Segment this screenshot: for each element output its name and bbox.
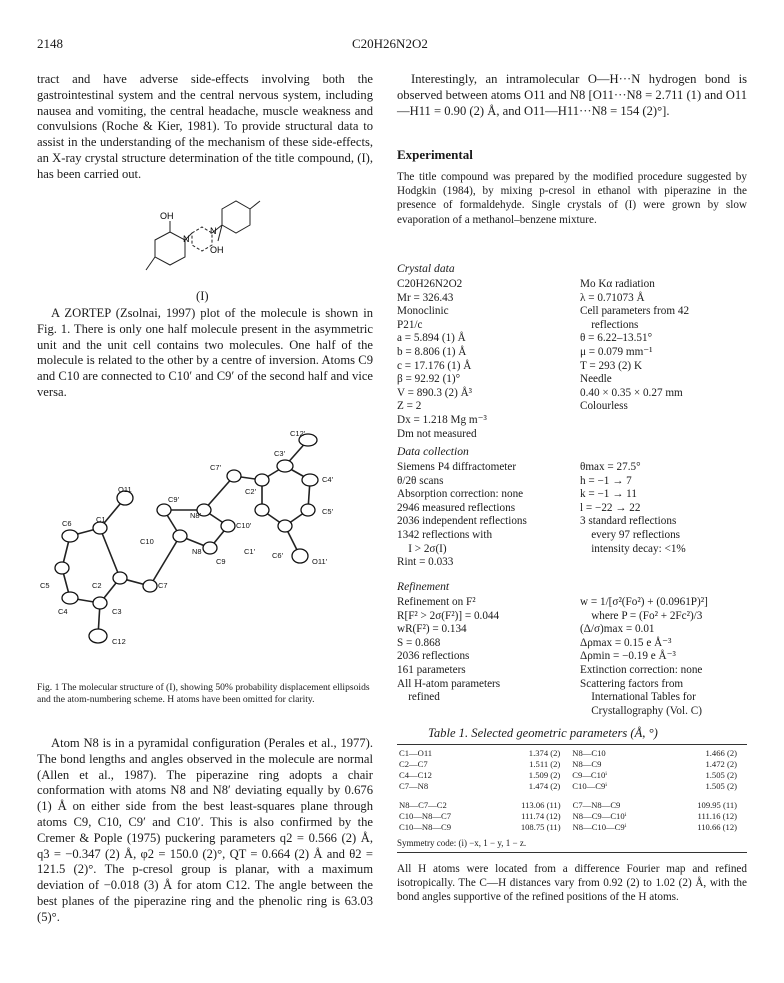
discussion-paragraph <box>37 736 373 926</box>
table-parameter: N8—C10 <box>572 748 606 758</box>
crystal-data-line: β = 92.92 (1)° <box>397 373 461 386</box>
collection-line: I > 2σ(I) <box>397 542 447 555</box>
experimental-text: The title compound was prepared by the modified procedure suggested by Hodgkin (1984), by mixing p-cresol in ethanol with piperazine in the presence of formaldehyde. Single crystals of (I) were grown by slow evaporation of a methanol–benzene mixture. <box>397 171 747 226</box>
refinement-line: where P = (Fo² + 2Fc²)/3 <box>580 609 703 622</box>
atom-label: C2 <box>92 581 102 590</box>
crystal-data-line: λ = 0.71073 Å <box>580 291 645 304</box>
crystal-data-line: Dm not measured <box>397 427 477 440</box>
atom-label: C6 <box>62 519 72 528</box>
table-row <box>397 781 747 792</box>
geometry-table-bonds <box>397 748 747 792</box>
atom-label: C6′ <box>272 551 283 560</box>
collection-line: every 97 reflections <box>580 528 681 541</box>
table-value: 1.472 (2) <box>705 759 737 769</box>
table-parameter: C1—O11 <box>399 748 433 758</box>
refinement-line: wR(F²) = 0.134 <box>397 623 467 636</box>
table-parameter: C10—N8—C7 <box>399 811 452 821</box>
atom-label: C10 <box>140 537 154 546</box>
zortep-paragraph <box>37 306 373 401</box>
crystal-data-line: b = 8.806 (1) Å <box>397 345 467 358</box>
refinement-line: International Tables for <box>580 691 696 704</box>
table-parameter: C10—C9ⁱ <box>572 781 607 791</box>
refinement-line: Δρmax = 0.15 e Å⁻³ <box>580 636 672 649</box>
scheme-oh-bottom: OH <box>210 245 224 255</box>
table-row <box>397 770 747 781</box>
atom-label: C4 <box>58 607 68 616</box>
table-row <box>397 759 747 770</box>
refinement-line: Refinement on F² <box>397 596 476 608</box>
table-row <box>397 748 747 759</box>
table-value: 1.505 (2) <box>705 781 737 791</box>
atom-label: C10′ <box>236 521 252 530</box>
refinement-line: (Δ/σ)max = 0.01 <box>580 623 655 636</box>
table-value: 110.66 (12) <box>697 822 737 832</box>
table-row <box>397 822 747 833</box>
table-parameter: C2—C7 <box>399 759 428 769</box>
collection-line: θ/2θ scans <box>397 474 444 487</box>
table-parameter: C7—N8 <box>399 781 429 791</box>
atom-label: N8 <box>192 547 202 556</box>
atom-label: C7′ <box>210 463 221 472</box>
intro-paragraph <box>37 72 373 183</box>
crystal-data-left <box>397 278 577 441</box>
table-value: 111.74 (12) <box>521 811 561 821</box>
atom-label: C4′ <box>322 475 333 484</box>
intro-text: tract and have adverse side-effects involving both the gastrointestinal system and the central nervous system, including nausea and vomiting, the central headache, muscle weakness and convulsions (Roche & Kier, 1981). To provide structural data to assist in the understanding of the mechanism of these side-effects, an X-ray crystal structure determination of the title compound, (I), has been carried out. <box>37 72 373 181</box>
atom-label: C5′ <box>322 507 333 516</box>
refinement-line: Scattering factors from <box>580 677 684 690</box>
crystal-data-line: μ = 0.079 mm⁻¹ <box>580 345 653 358</box>
atom-label: C3′ <box>274 449 285 458</box>
table-title: Table 1. Selected geometric parameters (Å, °) <box>428 726 658 740</box>
crystal-data-line: reflections <box>580 318 639 331</box>
hbond-text: Interestingly, an intramolecular O—H···N hydrogen bond is observed between atoms O11 and N8 [O11···N8 = 2.711 (1) and O11—H11 = 0.90 (2) Å, and O11—H11···N8 = 154 (2)°]. <box>397 72 747 118</box>
collection-line: h = −1 → 7 <box>580 474 632 487</box>
scheme-n-left: N <box>183 234 190 244</box>
table-parameter: C7—N8—C9 <box>572 800 621 810</box>
data-collection-right <box>580 461 750 556</box>
collection-line: Siemens P4 diffractometer <box>397 461 517 473</box>
scheme-label: (I) <box>196 289 209 303</box>
atom-label: C5 <box>40 581 50 590</box>
refinement-line: refined <box>397 691 440 704</box>
atom-label: O11′ <box>312 557 328 566</box>
table-value: 1.511 (2) <box>529 759 561 769</box>
figure-caption: Fig. 1 The molecular structure of (I), showing 50% probability displacement ellipsoids and the atom-numbering scheme. H atoms have been omitted for clarity. <box>37 682 370 705</box>
collection-line: k = −1 → 11 <box>580 488 637 501</box>
table-value: 108.75 (11) <box>520 822 561 832</box>
table-value: 1.474 (2) <box>528 781 561 791</box>
table-value: 1.505 (2) <box>705 770 737 780</box>
table-parameter: C9—C10ⁱ <box>572 770 607 780</box>
crystal-data-line: Needle <box>580 373 612 386</box>
refinement-line: Δρmin = −0.19 e Å⁻³ <box>580 650 676 663</box>
refinement-heading: Refinement <box>397 580 450 593</box>
refinement-line: w = 1/[σ²(Fo²) + (0.0961P)²] <box>580 596 708 608</box>
refinement-line: Extinction correction: none <box>580 663 703 676</box>
table-bottom-rule <box>397 852 747 853</box>
table-value: 1.374 (2) <box>528 748 561 758</box>
scheme-oh-top: OH <box>160 211 174 221</box>
crystal-data-line: Mo Kα radiation <box>580 278 655 290</box>
atom-label: N8′ <box>190 511 201 520</box>
hbond-paragraph <box>397 72 747 119</box>
molecular-structure-figure <box>40 418 360 668</box>
atom-label: C7 <box>158 581 168 590</box>
symmetry-code: Symmetry code: (i) −x, 1 − y, 1 − z. <box>397 838 527 848</box>
table-value: 113.06 (11) <box>521 800 561 810</box>
table-value: 1.466 (2) <box>705 748 737 758</box>
page-number: 2148 <box>37 36 63 51</box>
collection-line: 2036 independent reflections <box>397 515 527 528</box>
crystal-data-line: Cell parameters from 42 <box>580 305 690 318</box>
table-row <box>397 811 747 822</box>
crystal-data-line: c = 17.176 (1) Å <box>397 359 472 372</box>
crystal-data-line: Colourless <box>580 400 628 413</box>
atom-label: C12 <box>112 637 126 646</box>
atom-label: O11 <box>118 485 132 494</box>
collection-line: Rint = 0.033 <box>397 556 454 569</box>
table-value: 1.509 (2) <box>528 770 561 780</box>
crystal-data-line: C20H26N2O2 <box>397 278 463 290</box>
h-atoms-text: All H atoms were located from a difference Fourier map and refined isotropically. The C—H distances vary from 0.92 (2) to 1.02 (2) Å, with the bond angles supportive of the refined positions of the H atoms. <box>397 863 747 904</box>
refinement-line: S = 0.868 <box>397 636 441 649</box>
table-parameter: C4—C12 <box>399 770 432 780</box>
collection-line: intensity decay: <1% <box>580 542 686 555</box>
data-collection-heading: Data collection <box>397 445 469 458</box>
refinement-line: R[F² > 2σ(F²)] = 0.044 <box>397 609 500 622</box>
atom-label: C1′ <box>244 547 255 556</box>
running-formula: C20H26N2O2 <box>352 36 428 51</box>
crystal-data-line: V = 890.3 (2) Å³ <box>397 386 473 399</box>
atom-label: C9′ <box>168 495 179 504</box>
crystal-data-line: a = 5.894 (1) Å <box>397 332 466 345</box>
atom-label: C12′ <box>290 429 306 438</box>
crystal-data-heading: Crystal data <box>397 262 455 275</box>
h-atoms-paragraph <box>397 862 747 905</box>
crystal-data-line: T = 293 (2) K <box>580 359 643 372</box>
atom-label: C9 <box>216 557 226 566</box>
atom-label: C3 <box>112 607 122 616</box>
crystal-data-right <box>580 278 750 414</box>
table-value: 111.16 (12) <box>697 811 737 821</box>
zortep-text: A ZORTEP (Zsolnai, 1997) plot of the molecule is shown in Fig. 1. There is only one half molecule present in the asymmetric unit and the unit cell contains two molecules. One half of the molecule is related to the other by a centre of inversion. Atoms C9 and C10 are connected to C10′ and C9′ of the second half and vice versa. <box>37 306 373 399</box>
geometry-table-angles <box>397 800 747 833</box>
collection-line: 2946 measured reflections <box>397 501 516 514</box>
collection-line: 1342 reflections with <box>397 528 493 541</box>
collection-line: θmax = 27.5° <box>580 461 641 473</box>
table-row <box>397 800 747 811</box>
atom-label: C1 <box>96 515 106 524</box>
refinement-left <box>397 596 577 705</box>
collection-line: l = −22 → 22 <box>580 501 641 514</box>
experimental-heading: Experimental <box>397 147 473 162</box>
crystal-data-line: Dx = 1.218 Mg m⁻³ <box>397 413 487 426</box>
table-value: 109.95 (11) <box>697 800 737 810</box>
collection-line: 3 standard reflections <box>580 515 677 528</box>
table-parameter: N8—C10—C9ⁱ <box>572 822 627 832</box>
refinement-line: 2036 reflections <box>397 650 470 663</box>
collection-line: Absorption correction: none <box>397 488 524 501</box>
table-parameter: C10—N8—C9 <box>399 822 452 832</box>
refinement-right <box>580 596 750 718</box>
data-collection-left <box>397 461 577 570</box>
crystal-data-line: θ = 6.22–13.51° <box>580 332 653 345</box>
refinement-line: Crystallography (Vol. C) <box>580 704 702 717</box>
table-parameter: N8—C9—C10ⁱ <box>572 811 627 821</box>
atom-label: C2′ <box>245 487 256 496</box>
crystal-data-line: Mr = 326.43 <box>397 291 454 304</box>
refinement-line: All H-atom parameters <box>397 677 501 690</box>
crystal-data-line: Z = 2 <box>397 400 422 413</box>
refinement-line: 161 parameters <box>397 663 466 676</box>
table-top-rule <box>397 744 747 745</box>
table-parameter: N8—C7—C2 <box>399 800 447 810</box>
crystal-data-line: 0.40 × 0.35 × 0.27 mm <box>580 386 683 399</box>
crystal-data-line: P21/c <box>397 318 423 331</box>
crystal-data-line: Monoclinic <box>397 305 449 318</box>
table-parameter: N8—C9 <box>572 759 602 769</box>
discussion-text: Atom N8 is in a pyramidal configuration (Perales et al., 1977). The bond lengths and angles observed in the molecule are normal (Allen et al., 1987). The piperazine ring adopts a chair conformation with atoms N8 and N8′ deviating equally by 0.676 (1) Å on either side from the best least-squares plane through atoms C9, C10, C9′ and C10′. This is also confirmed by the Cremer & Pople (1975) puckering parameters q2 = 0.566 (2) Å, q3 = −0.347 (2) Å, φ2 = 150.0 (2)°, QT = 0.664 (2) Å and θ2 = 121.5 (2)°. The p-cresol group is planar, with a maximum deviation of −0.018 (3) Å for atom C12. The angle between the best planes of the piperazine ring and the phenolic ring is 63.03 (5)°. <box>37 736 373 924</box>
scheme-n-right: N <box>210 226 217 236</box>
